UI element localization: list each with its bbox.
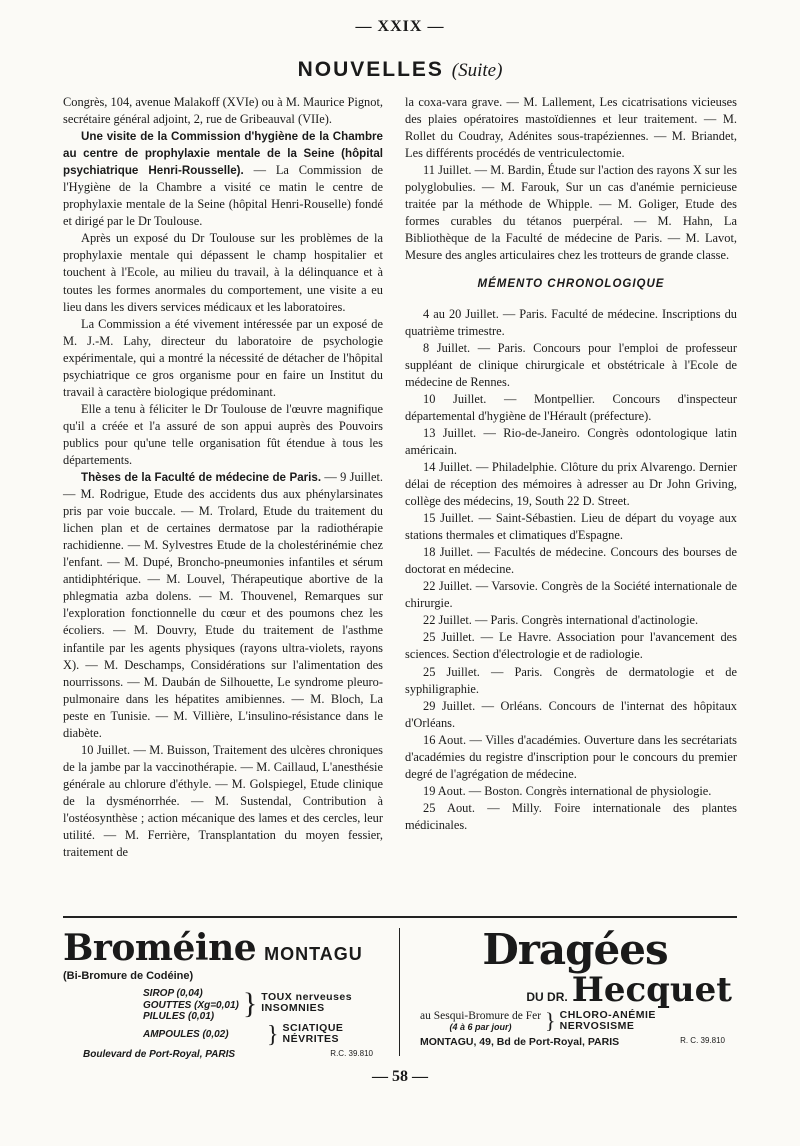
- memento-entry: 14 Juillet. — Philadelphie. Clôture du prix Alvarengo. Dernier délai de réception des mémoires à adresser au Dr John Griving, collège des médecins, 19, South 22 D. Street.: [405, 459, 737, 509]
- memento-heading: MÉMENTO CHRONOLOGIQUE: [477, 278, 665, 291]
- brace-icon: }: [242, 987, 258, 1020]
- bromeine-maker: MONTAGU: [264, 944, 363, 964]
- hecquet-line: [410, 970, 740, 1010]
- memento-entry: 15 Juillet. — Saint-Sébastien. Lieu de départ du voyage aux stations thermales et climatiques d'Espagne.: [405, 511, 737, 543]
- bromeine-subtitle: (Bi-Bromure de Codéine): [63, 970, 194, 982]
- memento-entry: 29 Juillet. — Orléans. Concours de l'internat des hôpitaux d'Orléans.: [405, 698, 737, 730]
- form-ampoules: AMPOULES (0,02): [143, 1028, 229, 1040]
- left-column: [63, 94, 383, 861]
- separator-rule: [63, 916, 737, 918]
- memento-entry: 10 Juillet. — Montpellier. Concours d'inspecteur départemental d'hygiène de l'Hérault (préfecture).: [405, 391, 737, 423]
- hecquet-composition: [420, 1010, 740, 1034]
- page-number: — 58 —: [372, 1068, 428, 1085]
- memento-entry: 19 Aout. — Boston. Congrès international de physiologie.: [423, 783, 712, 798]
- text-theses-9-juillet: — 9 Juillet. — M. Rodrigue, Etude des accidents dus aux phénylarsinates pris par voie buccale. — M. Trolard, Etude du traitement du lichen plan et de certaines dermatose par la radiothérapie rachidienne. — M. Sylvestres Etude de la cholestérinémie chez l'enfant. — M. Dupé, Broncho-pneumonies infantiles et sérum antidiphtérique. — M. Louvel, Thérapeutique abortive de la phlegmatia azba dolens. — M. Thouvenel, Remarques sur l'exploration fonctionnelle du cœur et des poumons chez les écoliers. — M. Douvry, Etude du traitement de l'asthme infantile par les agents physiques (rayons ultra-violets, rayons X). — M. Deschamps, Considérations sur l'alimentation des nourrissons. — M. Daubán de Silhouette, Le syndrome pleuro-pulmonaire dans les hépatites amibiennes. — M. Bloch, La peste en Tunisie. — M. Villière, L'insulino-résistance dans le diabète.: [63, 470, 384, 740]
- page-roman-numeral: — XXIX —: [355, 18, 445, 35]
- form-gouttes: GOUTTES (Xg=0,01): [143, 999, 239, 1011]
- text-visite-commission: — La Commission de l'Hygiène de la Chambre a visité ce matin le centre de prophylaxie mentale de la Seine (hôpital Henri-Rouselle) fondé et dirigé par le Dr Toulouse.: [63, 163, 384, 229]
- dragees-brand: Dragées: [482, 925, 668, 974]
- hecquet-name: Hecquet: [571, 970, 732, 1010]
- page-title: [0, 58, 800, 82]
- bromeine-ampoules-block: [143, 1023, 393, 1047]
- bromeine-brand: Broméine: [63, 927, 257, 969]
- paragraph-felicitations: Elle a tenu à féliciter le Dr Toulouse de l'œuvre magnifique qu'il a créée et l'a assuré de son appui auprès des Pouvoirs publics pour qu'une telle organisation fût étendue à tous les départements.: [63, 401, 383, 467]
- heading-theses: Thèses de la Faculté de médecine de Paris.: [81, 471, 322, 485]
- paragraph-theses-continued: la coxa-vara grave. — M. Lallement, Les cicatrisations vicieuses des plaies opératoires mastoïdiennes et leur traitement. — M. Rollet du Coudray, Adénites sous-trapéziennes. — M. Briandet, Les différents procédés de ventriculectomie.: [405, 95, 737, 161]
- du-dr: DU DR.: [526, 990, 568, 1004]
- memento-list: [405, 306, 737, 834]
- paragraph-theses-10-juillet: 10 Juillet. — M. Buisson, Traitement des ulcères chroniques de la jambe par la vaccinothérapie. — M. Caillaud, L'anesthésie générale au chlorure d'éthyle. — M. Golspiegel, Etude clinique de la dysménorrhée. — M. Sustendal, Contribution à l'ostéosynthèse ; action mécanique des lames et des cercles, leur utilité. — M. Ferrière, Transplantation du moyen fessier, traitement de: [63, 742, 383, 860]
- memento-entry: 18 Juillet. — Facultés de médecine. Concours des bourses de doctorat en médecine.: [405, 545, 737, 577]
- hecquet-rc: R. C. 39.810: [680, 1035, 725, 1045]
- indication-toux: TOUX nerveuses: [261, 991, 353, 1003]
- indication-chloro-anemie: CHLORO-ANÉMIE: [559, 1009, 656, 1021]
- paragraph-theses: [63, 469, 383, 742]
- brace-icon: }: [267, 1021, 279, 1048]
- paragraph-expose-lahy: La Commission a été vivement intéressée par un exposé de M. J.-M. Lahy, directeur du laboratoire de psychologie expérimentale, qui a montré la nécessité de détacher de l'hôpital psychiatrique ce gros organisme pour en faire un Institut du travail à caractère biologique prédominant.: [63, 316, 383, 399]
- memento-entry: 22 Juillet. — Varsovie. Congrès de la Société internationale de chirurgie.: [405, 579, 737, 611]
- form-sirop: SIROP (0,04): [143, 988, 203, 999]
- brace-icon: }: [545, 1008, 556, 1033]
- ad-dragees-hecquet: [410, 925, 740, 1058]
- indication-sciatique: SCIATIQUE: [282, 1021, 344, 1034]
- bromeine-address-line: [83, 1049, 373, 1061]
- bromeine-address: Boulevard de Port-Royal, PARIS: [83, 1048, 236, 1060]
- ads-divider: [399, 928, 400, 1056]
- hecquet-address: MONTAGU, 49, Bd de Port-Royal, PARIS: [420, 1035, 620, 1048]
- form-pilules: PILULES (0,01): [143, 1011, 215, 1022]
- paragraph-visite-commission: [63, 128, 383, 230]
- indication-insomnies: INSOMNIES: [261, 1002, 325, 1014]
- memento-entry: 25 Juillet. — Paris. Congrès de dermatologie et de syphiligraphie.: [405, 664, 737, 696]
- ad-bromeine: [63, 928, 393, 1058]
- right-column: [405, 94, 737, 834]
- memento-entry: 16 Aout. — Villes d'académies. Ouverture dans les secrétariats d'académies du registre d'inscription pour le concours du premier degré de l'agrégation de médecine.: [405, 732, 737, 781]
- paragraph-theses-11-juillet: 11 Juillet. — M. Bardin, Étude sur l'action des rayons X sur les polyglobulies. — M. Farouk, Sur un cas d'anémie pernicieuse traitée par la méthode de Whipple. — M. Goliger, Etude des formes curables du tétanos puerpéral. — M. Hahn, La Bibliothèque de la Faculté de médecine de Paris. — M. Lavot, Mesure des angles articulaires chez les trotteurs de grande classe.: [405, 163, 737, 263]
- paragraph-congres: Congrès, 104, avenue Malakoff (XVIe) ou à M. Maurice Pignot, secrétaire général adjoint, 2, rue de Gribeauval (VIIe).: [63, 95, 383, 127]
- memento-entry: 8 Juillet. — Paris. Concours pour l'emploi de professeur suppléant de clinique chirurgicale et obstétricale à l'Ecole de médecine de Rennes.: [405, 340, 737, 389]
- memento-entry: 22 Juillet. — Paris. Congrès international d'actinologie.: [423, 613, 699, 628]
- heading-visite-commission: Une visite de la Commission d'hygiène de la Chambre au centre de prophylaxie mentale de la Seine (hôpital psychiatrique Henri-Rousselle).: [63, 130, 383, 178]
- bromeine-rc: R.C. 39.810: [330, 1048, 373, 1058]
- bromeine-forms-block: [143, 988, 393, 1023]
- title-nouvelles: NOUVELLES: [297, 58, 444, 81]
- memento-entry: 25 Aout. — Milly. Foire internationale des plantes médicinales.: [405, 800, 737, 832]
- dosage: (4 à 6 par jour): [449, 1022, 512, 1032]
- memento-entry: 4 au 20 Juillet. — Paris. Faculté de médecine. Inscriptions du quatrième trimestre.: [405, 306, 737, 338]
- sesqui-bromure: au Sesqui-Bromure de Fer: [420, 1010, 542, 1022]
- memento-entry: 25 Juillet. — Le Havre. Association pour l'avancement des sciences. Section d'électrologie et de radiologie.: [405, 630, 737, 662]
- hecquet-address-line: [420, 1036, 725, 1048]
- title-suite: (Suite): [451, 60, 503, 81]
- memento-entry: 13 Juillet. — Rio-de-Janeiro. Congrès odontologique latin américain.: [405, 425, 737, 457]
- paragraph-expose-toulouse: Après un exposé du Dr Toulouse sur les problèmes de la prophylaxie mentale qui dépassent le champ hospitalier et touchent à l'Ecole, au milieu du travail, à la délinquance et à toutes les formes anormales du comportement, une visite a eu lieu dans les divers services médicaux et les laboratoires.: [63, 231, 383, 314]
- indication-nervosisme: NERVOSISME: [559, 1020, 635, 1032]
- indication-nevrites: NÉVRITES: [282, 1032, 340, 1045]
